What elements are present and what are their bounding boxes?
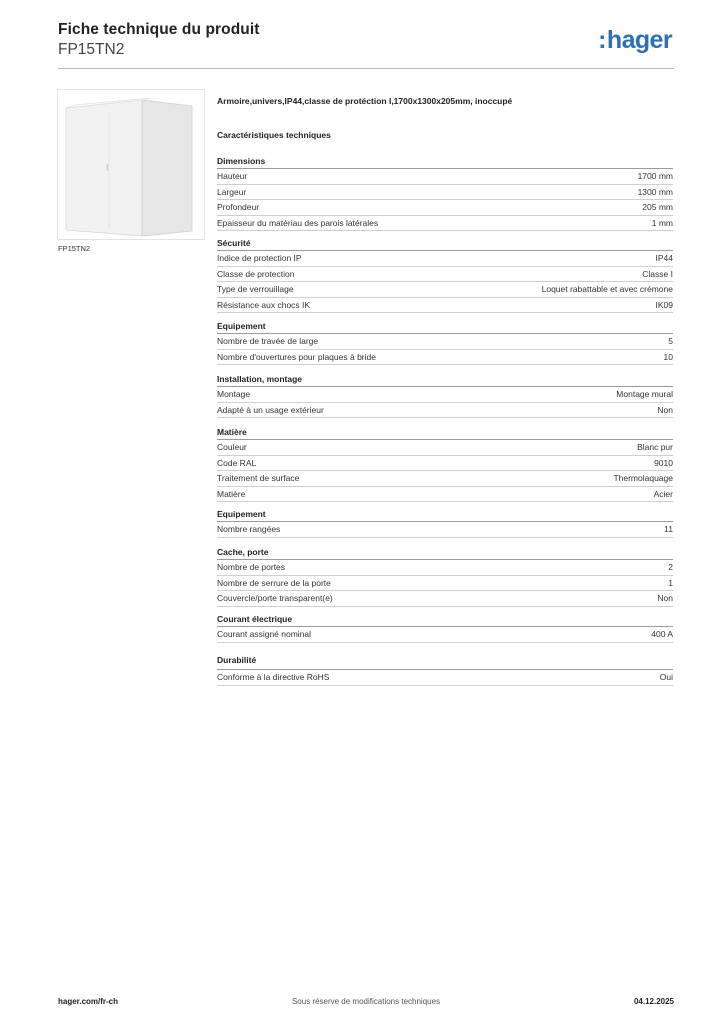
spec-row xyxy=(217,334,673,350)
image-caption: FP15TN2 xyxy=(58,244,91,253)
section-title: Equipement xyxy=(217,507,673,522)
spec-row xyxy=(217,282,673,298)
spec-row xyxy=(217,216,673,232)
section-equipement xyxy=(217,319,673,365)
section-securite xyxy=(217,236,673,313)
spec-label: Largeur xyxy=(217,186,247,197)
section-title: Courant électrique xyxy=(217,612,673,627)
spec-row xyxy=(217,576,673,592)
section-title: Equipement xyxy=(217,319,673,334)
spec-value: Thermolaquage xyxy=(613,473,673,483)
spec-value: 1700 mm xyxy=(637,171,673,181)
footer-website-link[interactable]: hager.com/fr-ch xyxy=(58,997,119,1006)
spec-value: IP44 xyxy=(655,253,673,263)
footer-date: 04.12.2025 xyxy=(633,997,674,1006)
spec-value: Non xyxy=(657,404,673,415)
spec-row xyxy=(217,350,673,366)
spec-row xyxy=(217,403,673,419)
page-title: Fiche technique du produit xyxy=(58,21,260,38)
spec-label: Conforme à la directive RoHS xyxy=(217,672,330,682)
spec-value: 1 xyxy=(668,577,673,588)
section-title: Sécurité xyxy=(217,236,673,251)
spec-label: Nombre de travée de large xyxy=(217,336,319,346)
spec-row xyxy=(217,387,673,403)
spec-label: Couvercle/porte transparent(e) xyxy=(217,593,333,603)
section-installation xyxy=(217,372,673,418)
spec-value: 11 xyxy=(664,524,673,534)
page-footer xyxy=(58,997,674,1011)
spec-label: Courant assigné nominal xyxy=(217,629,312,639)
spec-row xyxy=(217,522,673,538)
spec-label: Indice de protection IP xyxy=(217,253,302,263)
spec-label: Type de verrouillage xyxy=(217,284,294,294)
spec-value: Acier xyxy=(653,488,673,499)
spec-value: 1300 mm xyxy=(637,186,673,197)
spec-label: Couleur xyxy=(217,442,247,452)
spec-row xyxy=(217,251,673,267)
spec-row xyxy=(217,185,673,201)
spec-row xyxy=(217,669,673,686)
spec-label: Code RAL xyxy=(217,457,257,468)
footer-disclaimer: Sous réserve de modifications techniques xyxy=(291,997,441,1006)
section-dimensions xyxy=(217,154,673,231)
spec-label: Résistance aux chocs IK xyxy=(217,299,311,310)
spec-value: 10 xyxy=(663,351,673,362)
spec-value: Oui xyxy=(659,672,673,682)
spec-row xyxy=(217,200,673,216)
spec-label: Montage xyxy=(217,389,251,399)
product-reference: FP15TN2 xyxy=(58,41,125,58)
spec-value: 1 mm xyxy=(651,217,673,228)
product-image xyxy=(57,89,205,240)
specs-heading: Caractéristiques techniques xyxy=(217,130,331,140)
enclosure-cabinet-icon xyxy=(58,90,204,239)
spec-label: Nombre de serrure de la porte xyxy=(217,577,331,588)
spec-label: Matière xyxy=(217,488,246,499)
section-equipement-rangees xyxy=(217,507,673,538)
spec-value: 400 A xyxy=(651,629,673,639)
section-title: Matière xyxy=(217,425,673,440)
spec-row xyxy=(217,440,673,456)
section-matiere xyxy=(217,425,673,502)
spec-value: 2 xyxy=(668,562,673,572)
logo-text: hager xyxy=(606,26,672,54)
spec-label: Nombre rangées xyxy=(217,524,281,534)
spec-row xyxy=(217,591,673,607)
spec-label: Hauteur xyxy=(217,171,248,181)
spec-value: Montage mural xyxy=(616,389,673,399)
spec-row xyxy=(217,471,673,487)
product-description: Armoire,univers,IP44,classe de protéction I,1700x1300x205mm, inoccupé xyxy=(217,96,513,106)
spec-row xyxy=(217,267,673,283)
section-title: Installation, montage xyxy=(217,372,673,387)
spec-row xyxy=(217,298,673,314)
spec-row xyxy=(217,456,673,472)
spec-row xyxy=(217,487,673,503)
spec-label: Classe de protection xyxy=(217,268,295,279)
hager-logo[interactable]: :hager xyxy=(598,26,672,54)
header-divider xyxy=(58,68,674,69)
spec-row xyxy=(217,169,673,185)
spec-label: Profondeur xyxy=(217,202,260,212)
spec-row xyxy=(217,627,673,643)
section-durabilite xyxy=(217,653,673,686)
section-cache-porte xyxy=(217,545,673,607)
spec-label: Epaisseur du matériau des parois latérales xyxy=(217,217,379,228)
spec-value: Blanc pur xyxy=(637,442,673,452)
section-courant-electrique xyxy=(217,612,673,643)
page-header xyxy=(58,21,674,69)
spec-label: Traitement de surface xyxy=(217,473,300,483)
section-title: Dimensions xyxy=(217,154,673,169)
spec-row xyxy=(217,560,673,576)
spec-value: Loquet rabattable et avec crémone xyxy=(541,284,673,294)
spec-value: Non xyxy=(657,593,673,603)
spec-value: 9010 xyxy=(654,457,673,468)
spec-value: Classe I xyxy=(642,268,673,279)
spec-label: Nombre de portes xyxy=(217,562,286,572)
spec-label: Adapté à un usage extérieur xyxy=(217,404,324,415)
spec-value: 205 mm xyxy=(642,202,673,212)
section-title: Durabilité xyxy=(217,655,257,665)
spec-value: 5 xyxy=(668,336,673,346)
section-title: Cache, porte xyxy=(217,545,673,560)
spec-label: Nombre d'ouvertures pour plaques à bride xyxy=(217,351,376,362)
spec-value: IK09 xyxy=(655,299,673,310)
